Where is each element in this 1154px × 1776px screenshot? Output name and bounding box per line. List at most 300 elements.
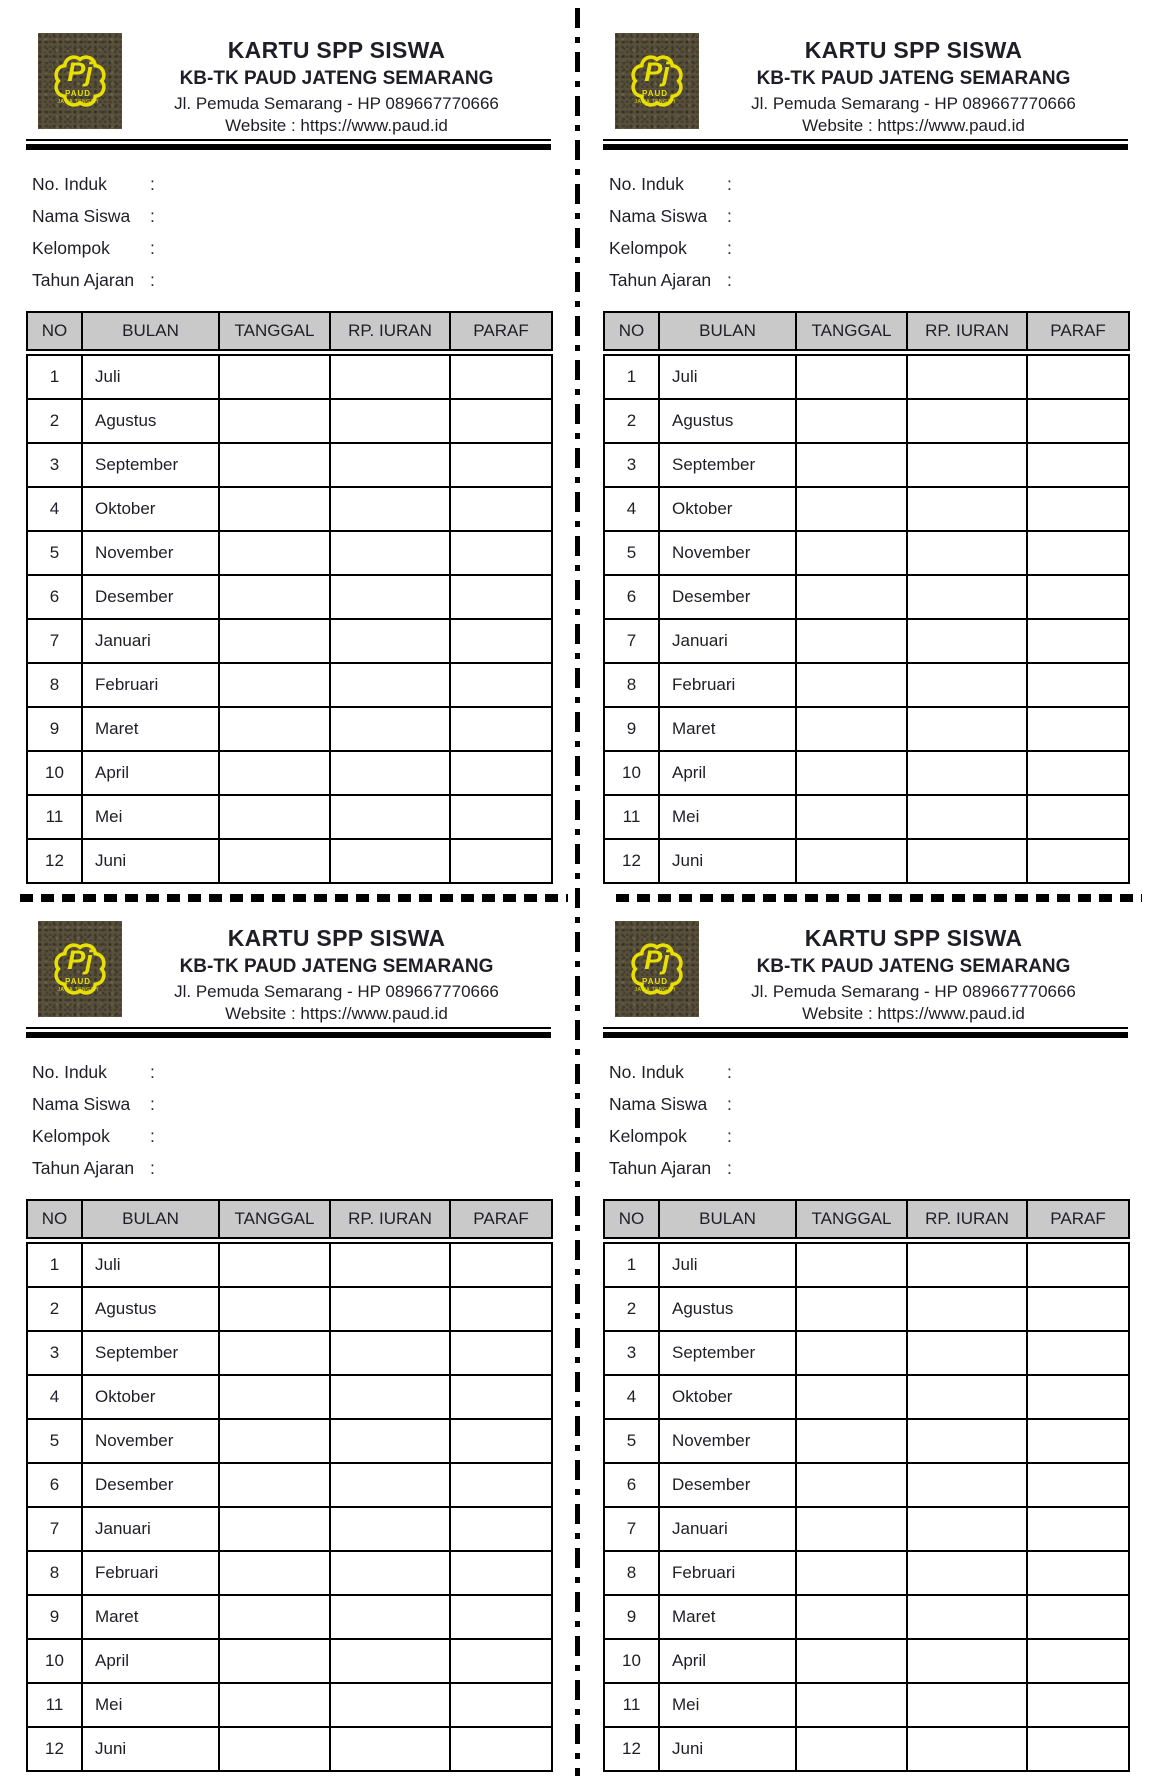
field-colon: : bbox=[727, 269, 732, 290]
header-divider-rule bbox=[603, 139, 1128, 150]
logo-text-line2: JAWA TENGAH bbox=[634, 99, 676, 105]
cell-tanggal bbox=[796, 1639, 907, 1683]
field-colon: : bbox=[150, 237, 155, 258]
card-slot-bottom-right bbox=[577, 888, 1154, 1776]
cell-bulan: Juli bbox=[659, 1241, 796, 1288]
table-row bbox=[604, 1639, 1129, 1683]
field-value-kelompok bbox=[741, 248, 1128, 249]
cell-tanggal bbox=[796, 839, 907, 883]
table-row bbox=[604, 1507, 1129, 1551]
cell-rp-iuran bbox=[330, 1683, 450, 1727]
cell-bulan: November bbox=[82, 1419, 219, 1463]
cell-tanggal bbox=[219, 399, 330, 443]
cell-no: 1 bbox=[27, 1241, 82, 1288]
cell-rp-iuran bbox=[330, 1241, 450, 1288]
cell-paraf bbox=[450, 1241, 552, 1288]
cell-tanggal bbox=[219, 575, 330, 619]
cell-tanggal bbox=[796, 1551, 907, 1595]
cell-tanggal bbox=[796, 751, 907, 795]
field-no-induk bbox=[32, 168, 551, 200]
cell-tanggal bbox=[796, 1727, 907, 1771]
cell-tanggal bbox=[219, 353, 330, 400]
school-logo bbox=[615, 33, 699, 129]
cell-bulan: Mei bbox=[659, 795, 796, 839]
cell-paraf bbox=[450, 353, 552, 400]
cell-no: 2 bbox=[27, 1287, 82, 1331]
cell-bulan: Oktober bbox=[82, 1375, 219, 1419]
cell-no: 2 bbox=[27, 399, 82, 443]
cell-paraf bbox=[450, 1419, 552, 1463]
field-no-induk bbox=[609, 168, 1128, 200]
school-name: KB-TK PAUD JATENG SEMARANG bbox=[179, 956, 494, 977]
col-header-paraf: PARAF bbox=[450, 1200, 552, 1241]
cell-paraf bbox=[450, 1683, 552, 1727]
field-colon: : bbox=[150, 1093, 155, 1114]
field-colon: : bbox=[727, 237, 732, 258]
cell-bulan: Juni bbox=[82, 839, 219, 883]
cell-tanggal bbox=[219, 795, 330, 839]
cell-tanggal bbox=[219, 1595, 330, 1639]
cell-paraf bbox=[450, 1287, 552, 1331]
cell-tanggal bbox=[219, 619, 330, 663]
cell-no: 3 bbox=[27, 443, 82, 487]
logo-text-line2: JAWA TENGAH bbox=[57, 99, 99, 105]
cell-paraf bbox=[450, 839, 552, 883]
cell-tanggal bbox=[796, 1683, 907, 1727]
cell-rp-iuran bbox=[330, 1595, 450, 1639]
cell-no: 9 bbox=[604, 707, 659, 751]
cell-rp-iuran bbox=[907, 839, 1027, 883]
table-row bbox=[604, 1287, 1129, 1331]
table-row bbox=[604, 619, 1129, 663]
cell-bulan: Desember bbox=[659, 1463, 796, 1507]
cell-no: 2 bbox=[604, 1287, 659, 1331]
cell-tanggal bbox=[219, 1287, 330, 1331]
cell-paraf bbox=[450, 399, 552, 443]
cell-bulan: Maret bbox=[659, 1595, 796, 1639]
header-text-block bbox=[122, 921, 551, 1024]
cell-rp-iuran bbox=[907, 1683, 1027, 1727]
field-value-nama-siswa bbox=[741, 1104, 1128, 1105]
cell-paraf bbox=[450, 575, 552, 619]
cell-tanggal bbox=[796, 1419, 907, 1463]
cell-rp-iuran bbox=[907, 1639, 1027, 1683]
student-fields bbox=[609, 1056, 1128, 1184]
cell-rp-iuran bbox=[907, 751, 1027, 795]
cell-rp-iuran bbox=[907, 353, 1027, 400]
logo-text-line1: PAUD bbox=[64, 977, 92, 986]
table-row bbox=[27, 1595, 552, 1639]
cell-bulan: Oktober bbox=[659, 487, 796, 531]
card-title: KARTU SPP SISWA bbox=[804, 37, 1023, 63]
cell-paraf bbox=[1027, 1419, 1129, 1463]
cell-rp-iuran bbox=[330, 1463, 450, 1507]
cell-rp-iuran bbox=[330, 1507, 450, 1551]
cell-no: 9 bbox=[27, 1595, 82, 1639]
field-colon: : bbox=[150, 173, 155, 194]
cell-paraf bbox=[450, 707, 552, 751]
cell-bulan: Desember bbox=[82, 1463, 219, 1507]
cell-no: 11 bbox=[27, 1683, 82, 1727]
field-tahun-ajaran bbox=[609, 1152, 1128, 1184]
cell-rp-iuran bbox=[330, 1375, 450, 1419]
cell-paraf bbox=[1027, 1375, 1129, 1419]
cell-bulan: Desember bbox=[82, 575, 219, 619]
table-row bbox=[27, 1683, 552, 1727]
cell-no: 6 bbox=[604, 1463, 659, 1507]
payment-table bbox=[603, 1199, 1130, 1772]
field-colon: : bbox=[150, 1061, 155, 1082]
school-name: KB-TK PAUD JATENG SEMARANG bbox=[756, 68, 1071, 89]
cell-bulan: April bbox=[82, 1639, 219, 1683]
field-tahun-ajaran bbox=[609, 264, 1128, 296]
field-colon: : bbox=[727, 1157, 732, 1178]
cell-rp-iuran bbox=[907, 1331, 1027, 1375]
table-row bbox=[27, 575, 552, 619]
cell-rp-iuran bbox=[330, 663, 450, 707]
cell-bulan: Februari bbox=[82, 663, 219, 707]
col-header-rp-iuran: RP. IURAN bbox=[330, 1200, 450, 1241]
cell-rp-iuran bbox=[330, 839, 450, 883]
field-value-tahun-ajaran bbox=[164, 280, 551, 281]
cell-rp-iuran bbox=[330, 399, 450, 443]
cell-rp-iuran bbox=[330, 1331, 450, 1375]
header-divider-rule bbox=[26, 139, 551, 150]
table-row bbox=[604, 531, 1129, 575]
table-row bbox=[27, 1331, 552, 1375]
cell-tanggal bbox=[796, 1241, 907, 1288]
cell-tanggal bbox=[219, 839, 330, 883]
col-header-bulan: BULAN bbox=[659, 312, 796, 353]
field-label: Nama Siswa bbox=[609, 205, 708, 226]
cell-bulan: Maret bbox=[659, 707, 796, 751]
card-header bbox=[26, 921, 551, 1024]
cell-rp-iuran bbox=[907, 1419, 1027, 1463]
field-colon: : bbox=[727, 173, 732, 194]
cell-tanggal bbox=[219, 1683, 330, 1727]
table-row bbox=[27, 1639, 552, 1683]
field-kelompok bbox=[32, 232, 551, 264]
cell-bulan: Agustus bbox=[82, 1287, 219, 1331]
cell-no: 2 bbox=[604, 399, 659, 443]
cell-rp-iuran bbox=[907, 1287, 1027, 1331]
field-value-no-induk bbox=[741, 1072, 1128, 1073]
field-value-no-induk bbox=[741, 184, 1128, 185]
cell-no: 8 bbox=[27, 1551, 82, 1595]
field-kelompok bbox=[609, 232, 1128, 264]
cell-bulan: Agustus bbox=[659, 1287, 796, 1331]
cell-tanggal bbox=[796, 795, 907, 839]
cell-tanggal bbox=[219, 1551, 330, 1595]
col-header-no: NO bbox=[27, 312, 82, 353]
cell-paraf bbox=[1027, 1727, 1129, 1771]
cell-rp-iuran bbox=[330, 795, 450, 839]
cell-rp-iuran bbox=[907, 1551, 1027, 1595]
cell-bulan: Januari bbox=[82, 619, 219, 663]
table-header-row bbox=[604, 312, 1129, 353]
cell-paraf bbox=[1027, 707, 1129, 751]
card-slot-top-right bbox=[577, 0, 1154, 888]
cell-no: 8 bbox=[604, 663, 659, 707]
cell-rp-iuran bbox=[907, 1375, 1027, 1419]
school-website: Website : https://www.paud.id bbox=[802, 1004, 1025, 1023]
cell-no: 7 bbox=[604, 619, 659, 663]
school-address: Jl. Pemuda Semarang - HP 089667770666 bbox=[174, 94, 499, 113]
cell-rp-iuran bbox=[330, 751, 450, 795]
cell-rp-iuran bbox=[330, 487, 450, 531]
table-row bbox=[604, 795, 1129, 839]
cell-paraf bbox=[450, 1727, 552, 1771]
field-value-no-induk bbox=[164, 184, 551, 185]
cell-paraf bbox=[1027, 1507, 1129, 1551]
school-logo bbox=[38, 921, 122, 1017]
cell-paraf bbox=[450, 1551, 552, 1595]
cell-bulan: Februari bbox=[659, 663, 796, 707]
field-label: No. Induk bbox=[609, 173, 684, 194]
horizontal-cut-line-left bbox=[20, 894, 568, 902]
cell-paraf bbox=[1027, 795, 1129, 839]
student-fields bbox=[32, 168, 551, 296]
cell-tanggal bbox=[219, 707, 330, 751]
cell-no: 4 bbox=[27, 1375, 82, 1419]
col-header-no: NO bbox=[604, 1200, 659, 1241]
cell-bulan: Juli bbox=[659, 353, 796, 400]
cell-paraf bbox=[450, 1595, 552, 1639]
school-address: Jl. Pemuda Semarang - HP 089667770666 bbox=[174, 982, 499, 1001]
table-row bbox=[27, 1551, 552, 1595]
cell-rp-iuran bbox=[330, 1551, 450, 1595]
table-row bbox=[27, 707, 552, 751]
cell-paraf bbox=[1027, 1551, 1129, 1595]
cell-paraf bbox=[1027, 1463, 1129, 1507]
cell-rp-iuran bbox=[330, 1639, 450, 1683]
table-row bbox=[604, 1375, 1129, 1419]
field-value-nama-siswa bbox=[164, 216, 551, 217]
cell-paraf bbox=[1027, 1241, 1129, 1288]
field-label: Tahun Ajaran bbox=[32, 1157, 135, 1178]
school-address: Jl. Pemuda Semarang - HP 089667770666 bbox=[751, 982, 1076, 1001]
field-colon: : bbox=[727, 1125, 732, 1146]
cell-paraf bbox=[1027, 531, 1129, 575]
table-row bbox=[604, 839, 1129, 883]
cell-bulan: Agustus bbox=[82, 399, 219, 443]
cell-tanggal bbox=[219, 1375, 330, 1419]
field-kelompok bbox=[609, 1120, 1128, 1152]
cell-no: 12 bbox=[27, 839, 82, 883]
cell-bulan: September bbox=[659, 1331, 796, 1375]
cell-no: 7 bbox=[604, 1507, 659, 1551]
field-colon: : bbox=[727, 1061, 732, 1082]
cell-tanggal bbox=[219, 1639, 330, 1683]
school-address: Jl. Pemuda Semarang - HP 089667770666 bbox=[751, 94, 1076, 113]
col-header-rp-iuran: RP. IURAN bbox=[330, 312, 450, 353]
spp-card bbox=[603, 0, 1128, 884]
logo-text-line1: PAUD bbox=[641, 89, 669, 98]
cell-bulan: Agustus bbox=[659, 399, 796, 443]
cell-paraf bbox=[1027, 1595, 1129, 1639]
cell-no: 4 bbox=[604, 1375, 659, 1419]
table-row bbox=[604, 707, 1129, 751]
field-colon: : bbox=[727, 1093, 732, 1114]
table-row bbox=[27, 531, 552, 575]
cell-tanggal bbox=[796, 399, 907, 443]
table-row bbox=[27, 487, 552, 531]
cell-rp-iuran bbox=[330, 443, 450, 487]
col-header-paraf: PARAF bbox=[1027, 312, 1129, 353]
cell-paraf bbox=[450, 1331, 552, 1375]
cell-bulan: Juni bbox=[659, 1727, 796, 1771]
cell-rp-iuran bbox=[907, 487, 1027, 531]
horizontal-cut-line-right bbox=[616, 894, 1142, 902]
cell-tanggal bbox=[219, 1463, 330, 1507]
cell-no: 8 bbox=[604, 1551, 659, 1595]
cell-tanggal bbox=[219, 1331, 330, 1375]
table-row bbox=[604, 399, 1129, 443]
spp-card bbox=[26, 0, 551, 884]
table-row bbox=[604, 1419, 1129, 1463]
cell-tanggal bbox=[796, 487, 907, 531]
field-value-tahun-ajaran bbox=[741, 280, 1128, 281]
field-value-tahun-ajaran bbox=[164, 1168, 551, 1169]
field-label: Tahun Ajaran bbox=[609, 1157, 712, 1178]
cell-paraf bbox=[1027, 1287, 1129, 1331]
table-row bbox=[604, 443, 1129, 487]
table-row bbox=[27, 1287, 552, 1331]
logo-text-line1: PAUD bbox=[64, 89, 92, 98]
cell-bulan: Desember bbox=[659, 575, 796, 619]
cell-tanggal bbox=[796, 1287, 907, 1331]
table-row bbox=[604, 1463, 1129, 1507]
cell-rp-iuran bbox=[907, 795, 1027, 839]
field-label: Nama Siswa bbox=[32, 205, 131, 226]
cell-no: 5 bbox=[604, 1419, 659, 1463]
col-header-rp-iuran: RP. IURAN bbox=[907, 312, 1027, 353]
cell-tanggal bbox=[796, 531, 907, 575]
cell-tanggal bbox=[796, 1507, 907, 1551]
cell-tanggal bbox=[796, 1463, 907, 1507]
cell-bulan: Juli bbox=[82, 1241, 219, 1288]
table-row bbox=[604, 487, 1129, 531]
cell-bulan: November bbox=[659, 531, 796, 575]
cell-bulan: November bbox=[82, 531, 219, 575]
cell-no: 1 bbox=[604, 353, 659, 400]
header-text-block bbox=[699, 921, 1128, 1024]
field-tahun-ajaran bbox=[32, 264, 551, 296]
field-label: No. Induk bbox=[32, 173, 107, 194]
table-row bbox=[604, 575, 1129, 619]
cell-paraf bbox=[1027, 839, 1129, 883]
field-label: No. Induk bbox=[609, 1061, 684, 1082]
cell-tanggal bbox=[219, 1507, 330, 1551]
cell-no: 1 bbox=[27, 353, 82, 400]
table-row bbox=[604, 1331, 1129, 1375]
field-colon: : bbox=[150, 1125, 155, 1146]
col-header-bulan: BULAN bbox=[659, 1200, 796, 1241]
table-row bbox=[604, 1241, 1129, 1288]
table-row bbox=[604, 353, 1129, 400]
card-slot-top-left bbox=[0, 0, 577, 888]
cell-paraf bbox=[450, 1375, 552, 1419]
field-value-nama-siswa bbox=[741, 216, 1128, 217]
field-label: Kelompok bbox=[32, 1125, 110, 1146]
cell-paraf bbox=[450, 1507, 552, 1551]
table-row bbox=[27, 1727, 552, 1771]
cell-no: 4 bbox=[604, 487, 659, 531]
cell-no: 10 bbox=[604, 1639, 659, 1683]
cell-paraf bbox=[1027, 575, 1129, 619]
cell-no: 11 bbox=[604, 1683, 659, 1727]
logo-monogram: Pj bbox=[644, 945, 670, 975]
table-row bbox=[27, 1507, 552, 1551]
table-row bbox=[27, 353, 552, 400]
cell-paraf bbox=[1027, 1331, 1129, 1375]
table-row bbox=[27, 663, 552, 707]
spp-card bbox=[603, 888, 1128, 1772]
cell-rp-iuran bbox=[907, 663, 1027, 707]
cell-bulan: September bbox=[659, 443, 796, 487]
cell-rp-iuran bbox=[907, 575, 1027, 619]
cell-rp-iuran bbox=[907, 1727, 1027, 1771]
field-colon: : bbox=[150, 1157, 155, 1178]
col-header-tanggal: TANGGAL bbox=[796, 1200, 907, 1241]
cell-bulan: April bbox=[659, 1639, 796, 1683]
vertical-cut-line bbox=[575, 8, 580, 1776]
col-header-rp-iuran: RP. IURAN bbox=[907, 1200, 1027, 1241]
cell-bulan: April bbox=[82, 751, 219, 795]
table-row bbox=[27, 619, 552, 663]
card-title: KARTU SPP SISWA bbox=[227, 37, 446, 63]
cell-tanggal bbox=[219, 1727, 330, 1771]
cell-bulan: Februari bbox=[659, 1551, 796, 1595]
table-row bbox=[27, 751, 552, 795]
field-tahun-ajaran bbox=[32, 1152, 551, 1184]
cell-no: 4 bbox=[27, 487, 82, 531]
school-name: KB-TK PAUD JATENG SEMARANG bbox=[179, 68, 494, 89]
cell-rp-iuran bbox=[330, 707, 450, 751]
cell-tanggal bbox=[796, 575, 907, 619]
cell-rp-iuran bbox=[330, 353, 450, 400]
cell-rp-iuran bbox=[907, 619, 1027, 663]
table-row bbox=[27, 795, 552, 839]
cell-no: 10 bbox=[27, 751, 82, 795]
school-logo bbox=[615, 921, 699, 1017]
cell-no: 1 bbox=[604, 1241, 659, 1288]
cell-bulan: Januari bbox=[659, 1507, 796, 1551]
cell-paraf bbox=[450, 1463, 552, 1507]
cell-tanggal bbox=[796, 1331, 907, 1375]
field-nama-siswa bbox=[609, 200, 1128, 232]
cell-no: 12 bbox=[604, 839, 659, 883]
field-colon: : bbox=[727, 205, 732, 226]
table-row bbox=[27, 839, 552, 883]
field-value-tahun-ajaran bbox=[741, 1168, 1128, 1169]
cell-no: 9 bbox=[604, 1595, 659, 1639]
card-slot-bottom-left bbox=[0, 888, 577, 1776]
cell-bulan: Mei bbox=[82, 795, 219, 839]
col-header-bulan: BULAN bbox=[82, 1200, 219, 1241]
cell-paraf bbox=[1027, 663, 1129, 707]
field-label: Nama Siswa bbox=[609, 1093, 708, 1114]
cell-no: 10 bbox=[27, 1639, 82, 1683]
cell-no: 3 bbox=[27, 1331, 82, 1375]
col-header-tanggal: TANGGAL bbox=[219, 1200, 330, 1241]
table-row bbox=[27, 1241, 552, 1288]
cell-paraf bbox=[450, 531, 552, 575]
cell-tanggal bbox=[219, 1419, 330, 1463]
cell-rp-iuran bbox=[907, 1241, 1027, 1288]
field-label: Kelompok bbox=[609, 237, 687, 258]
cell-bulan: Maret bbox=[82, 707, 219, 751]
